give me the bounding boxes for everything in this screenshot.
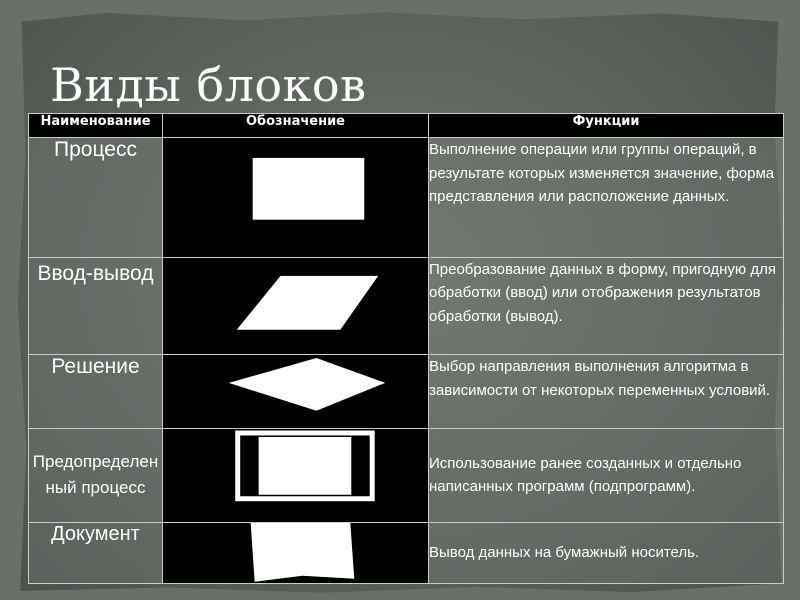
row-function-io: Преобразование данных в форму, пригодную для обработки (ввод) или отображения результатов обработки (вывод).	[429, 257, 784, 355]
table-row	[29, 138, 784, 258]
table-header-row	[29, 114, 784, 138]
row-function-process: Выполнение операции или группы операций, в результате которых изменяется значение, форма представления или расположение данных.	[429, 138, 784, 258]
row-symbol-document	[163, 522, 429, 584]
row-name-io: Ввод-вывод	[29, 257, 163, 355]
predefined-process-icon	[163, 429, 428, 522]
process-rectangle-icon	[163, 138, 428, 257]
io-parallelogram-icon	[163, 258, 428, 355]
decision-diamond-icon	[163, 355, 428, 428]
table-row	[29, 428, 784, 522]
row-symbol-process	[163, 138, 429, 258]
row-function-document: Вывод данных на бумажный носитель.	[429, 522, 784, 584]
table-row	[29, 522, 784, 584]
header-name: Наименование	[29, 114, 163, 138]
document-icon	[163, 523, 428, 584]
table-row	[29, 355, 784, 429]
row-function-decision: Выбор направления выполнения алгоритма в зависимости от некоторых переменных условий.	[429, 355, 784, 429]
header-symbol: Обозначение	[163, 114, 429, 138]
blocks-table	[28, 113, 784, 584]
row-symbol-decision	[163, 355, 429, 429]
row-name-predefined: Предопределенный процесс	[29, 428, 163, 522]
row-symbol-io	[163, 257, 429, 355]
table-row	[29, 257, 784, 355]
row-name-decision: Решение	[29, 355, 163, 429]
row-name-document: Документ	[29, 522, 163, 584]
header-functions: Функции	[429, 114, 784, 138]
row-symbol-predefined	[163, 428, 429, 522]
row-function-predefined: Использование ранее созданных и отдельно написанных программ (подпрограмм).	[429, 428, 784, 522]
slide-title: Виды блоков	[50, 58, 367, 112]
row-name-process: Процесс	[29, 138, 163, 258]
